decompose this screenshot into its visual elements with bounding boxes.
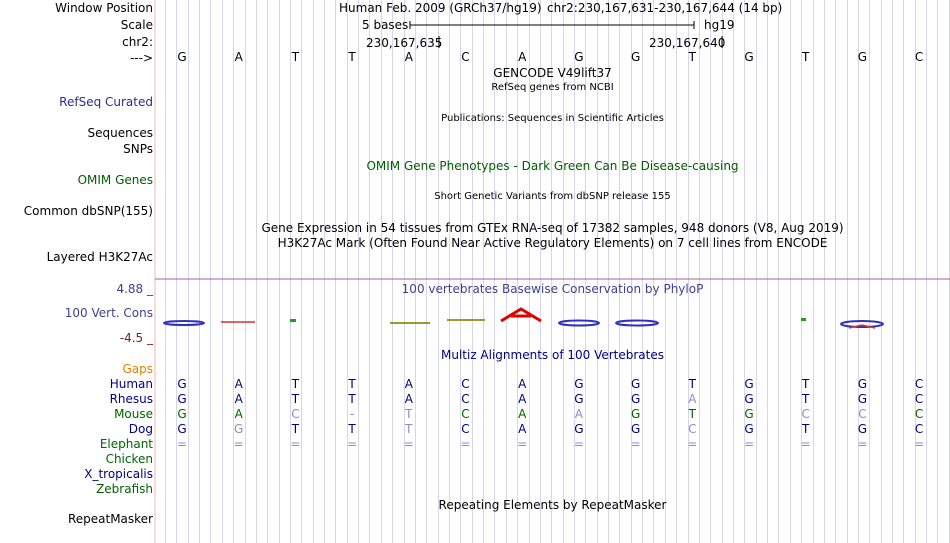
base-cell: = xyxy=(233,437,244,451)
omim-track-title[interactable]: OMIM Gene Phenotypes - Dark Green Can Be Disease-causing xyxy=(366,159,739,173)
base-cell: C xyxy=(914,377,924,391)
base-cell: A xyxy=(574,407,583,421)
base-cell: G xyxy=(574,377,584,391)
alignment-row-human xyxy=(0,377,950,391)
base-cell: C xyxy=(461,392,470,406)
base-cell: A xyxy=(234,50,243,64)
base-cell: T xyxy=(348,50,356,64)
multiz-track-title[interactable]: Multiz Alignments of 100 Vertebrates xyxy=(440,348,665,362)
base-cell: G xyxy=(574,50,584,64)
chromosome-label: chr2: xyxy=(122,35,153,49)
base-cell: G xyxy=(744,377,754,391)
coordinate-label-1: 230,167,635 xyxy=(366,36,443,50)
base-cell: A xyxy=(518,392,527,406)
base-cell: = xyxy=(743,437,755,451)
base-cell: T xyxy=(688,377,696,391)
refseq-curated-label[interactable]: RefSeq Curated xyxy=(59,95,153,109)
base-cell: C xyxy=(914,392,924,406)
species-label-rhesus[interactable]: Rhesus xyxy=(109,392,153,406)
base-cell: A xyxy=(518,377,527,391)
alignment-row-mouse xyxy=(0,407,950,421)
base-cell: G xyxy=(744,50,754,64)
conservation-max-label: 4.88 _ xyxy=(116,282,153,296)
base-cell: - xyxy=(349,407,355,421)
phylop-track-title[interactable]: 100 vertebrates Basewise Conservation by PhyloP xyxy=(401,282,704,296)
layered-h3k27ac-label[interactable]: Layered H3K27Ac xyxy=(46,250,153,264)
base-cell: C xyxy=(461,407,470,421)
vert-cons-label[interactable]: 100 Vert. Cons xyxy=(64,306,153,320)
common-dbsnp-label[interactable]: Common dbSNP(155) xyxy=(23,204,153,218)
base-cell: G xyxy=(574,392,584,406)
base-cell: A xyxy=(518,50,527,64)
species-label-zebrafish[interactable]: Zebrafish xyxy=(96,482,153,496)
reference-sequence-row xyxy=(0,50,950,64)
repeatmasker-label[interactable]: RepeatMasker xyxy=(67,512,153,526)
scale-label: Scale xyxy=(120,18,153,32)
base-cell: = xyxy=(347,437,358,451)
base-cell: G xyxy=(630,422,641,436)
base-cell: = xyxy=(290,437,301,451)
base-cell: G xyxy=(857,377,868,391)
window-position-label: Window Position xyxy=(55,1,153,15)
base-cell: G xyxy=(177,407,187,421)
alignment-row-rhesus xyxy=(0,392,950,406)
strand-label: ---> xyxy=(129,51,153,65)
base-cell: T xyxy=(405,422,413,436)
refseq-track-title[interactable]: RefSeq genes from NCBI xyxy=(491,82,614,93)
assembly-text: Human Feb. 2009 (GRCh37/hg19) xyxy=(339,1,542,15)
base-cell: = xyxy=(403,437,414,451)
conservation-min-label: -4.5 _ xyxy=(119,331,153,345)
base-cell: C xyxy=(858,407,867,421)
base-cell: G xyxy=(177,392,187,406)
base-cell: G xyxy=(744,392,754,406)
base-cell: T xyxy=(802,392,810,406)
gtex-track-title[interactable]: Gene Expression in 54 tissues from GTEx RNA-seq of 17382 samples, 948 donors (V8, Aug 2019) xyxy=(261,221,844,235)
base-cell: G xyxy=(630,407,641,421)
base-cell: = xyxy=(857,437,868,451)
base-cell: = xyxy=(176,437,188,451)
base-cell: G xyxy=(857,422,868,436)
base-cell: = xyxy=(573,437,584,451)
scale-db: hg19 xyxy=(704,18,735,32)
base-cell: C xyxy=(291,407,300,421)
base-cell: T xyxy=(348,422,356,436)
species-label-mouse[interactable]: Mouse xyxy=(114,407,153,421)
sequences-label[interactable]: Sequences xyxy=(87,126,153,140)
base-cell: A xyxy=(234,407,243,421)
base-cell: G xyxy=(177,422,187,436)
base-cell: T xyxy=(405,407,413,421)
base-cell: = xyxy=(517,437,528,451)
base-cell: T xyxy=(802,422,810,436)
species-label-chicken[interactable]: Chicken xyxy=(105,452,153,466)
repeatmasker-track-title[interactable]: Repeating Elements by RepeatMasker xyxy=(438,498,667,512)
base-cell: A xyxy=(518,407,527,421)
base-cell: C xyxy=(688,422,697,436)
alignment-row-dog xyxy=(0,422,950,436)
base-cell: G xyxy=(630,50,641,64)
dbsnp-track-title[interactable]: Short Genetic Variants from dbSNP release 155 xyxy=(434,191,671,202)
snps-label[interactable]: SNPs xyxy=(123,142,153,156)
gencode-track-title[interactable]: GENCODE V49lift37 xyxy=(493,66,612,80)
base-cell: G xyxy=(177,50,187,64)
coordinate-label-2: 230,167,640 xyxy=(649,36,726,50)
base-cell: T xyxy=(802,377,810,391)
base-cell: A xyxy=(688,392,697,406)
base-cell: = xyxy=(460,437,471,451)
base-cell: T xyxy=(291,392,300,406)
base-cell: G xyxy=(744,422,754,436)
base-cell: A xyxy=(518,422,527,436)
gaps-label[interactable]: Gaps xyxy=(122,362,153,376)
base-cell: G xyxy=(574,422,584,436)
base-cell: T xyxy=(802,50,810,64)
base-cell: C xyxy=(461,422,470,436)
base-cell: C xyxy=(461,377,470,391)
species-label-human[interactable]: Human xyxy=(109,377,153,391)
species-label-elephant[interactable]: Elephant xyxy=(99,437,153,451)
base-cell: G xyxy=(744,407,754,421)
base-cell: T xyxy=(348,392,356,406)
base-cell: A xyxy=(404,377,413,391)
scale-text: 5 bases xyxy=(362,18,409,32)
base-cell: C xyxy=(801,407,810,421)
base-cell: = xyxy=(630,437,641,451)
base-cell: T xyxy=(291,422,300,436)
species-label-dog[interactable]: Dog xyxy=(128,422,153,436)
base-cell: G xyxy=(857,50,868,64)
base-cell: = xyxy=(800,437,811,451)
base-cell: G xyxy=(630,377,641,391)
publications-track-title[interactable]: Publications: Sequences in Scientific Articles xyxy=(441,113,664,124)
base-cell: A xyxy=(234,377,243,391)
base-cell: T xyxy=(291,50,300,64)
base-cell: T xyxy=(348,377,356,391)
base-cell: C xyxy=(914,407,924,421)
h3k27ac-track-title[interactable]: H3K27Ac Mark (Often Found Near Active Regulatory Elements) on 7 cell lines from ENCODE xyxy=(277,236,828,250)
base-cell: A xyxy=(404,392,413,406)
alignment-row-elephant xyxy=(0,437,950,451)
base-cell: A xyxy=(404,50,413,64)
base-cell: G xyxy=(630,392,641,406)
omim-genes-label[interactable]: OMIM Genes xyxy=(77,173,153,187)
species-label-x_tropicalis[interactable]: X_tropicalis xyxy=(84,467,153,481)
base-cell: T xyxy=(688,50,696,64)
base-cell: G xyxy=(234,422,244,436)
base-cell: A xyxy=(234,392,243,406)
base-cell: G xyxy=(177,377,187,391)
base-cell: = xyxy=(914,437,925,451)
base-cell: T xyxy=(688,407,696,421)
base-cell: C xyxy=(461,50,470,64)
base-cell: = xyxy=(687,437,698,451)
base-cell: T xyxy=(291,377,300,391)
base-cell: G xyxy=(857,392,868,406)
base-cell: C xyxy=(914,50,924,64)
base-cell: C xyxy=(914,422,924,436)
position-text: chr2:230,167,631-230,167,644 (14 bp) xyxy=(547,1,783,15)
